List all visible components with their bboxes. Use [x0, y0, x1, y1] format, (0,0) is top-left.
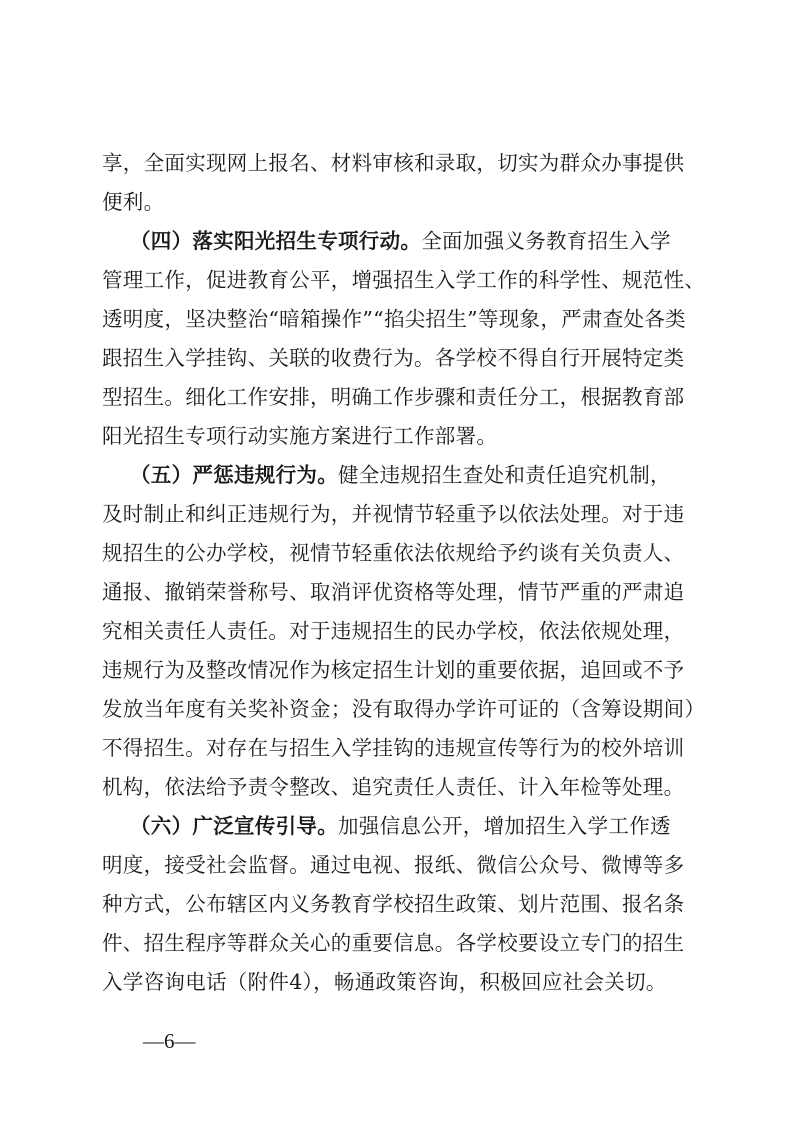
paragraph-line: 享，全面实现网上报名、材料审核和录取，切实为群众办事提供: [102, 151, 685, 175]
page-number: —6—: [143, 1029, 196, 1053]
section-heading: （五）严惩违规行为。: [130, 463, 338, 487]
paragraph-line: 入学咨询电话（附件4），畅通政策咨询，积极回应社会关切。: [102, 970, 667, 994]
paragraph-line: 发放当年度有关奖补资金；没有取得办学许可证的（含筹设期间）: [102, 697, 706, 721]
paragraph-line: 及时制止和纠正违规行为，并视情节轻重予以依法处理。对于违: [102, 502, 685, 526]
paragraph-line: 机构，依法给予责令整改、追究责任人责任、计入年检等处理。: [102, 775, 685, 799]
paragraph-line: 跟招生入学挂钩、关联的收费行为。各学校不得自行开展特定类: [102, 346, 685, 370]
document-body: [102, 144, 706, 1002]
paragraph-line-text: 全面加强义务教育招生入学: [421, 229, 671, 253]
paragraph-line: 种方式，公布辖区内义务教育学校招生政策、划片范围、报名条: [102, 892, 685, 916]
paragraph-line: 透明度，坚决整治“暗箱操作”“掐尖招生”等现象，严肃查处各类: [102, 307, 686, 331]
paragraph-line-text: 健全违规招生查处和责任追究机制，: [338, 463, 671, 487]
paragraph-line: 管理工作，促进教育公平，增强招生入学工作的科学性、规范性、: [102, 268, 706, 292]
paragraph-section-4: [102, 222, 706, 456]
section-heading: （六）广泛宣传引导。: [130, 814, 338, 838]
paragraph-first-line: [102, 807, 702, 846]
paragraph-section-5: [102, 456, 706, 807]
paragraph-continuation: [102, 144, 702, 222]
paragraph-first-line: [102, 456, 702, 495]
paragraph-line: 阳光招生专项行动实施方案进行工作部署。: [102, 424, 498, 448]
paragraph-line: 便利。: [102, 190, 165, 214]
paragraph-line: 不得招生。对存在与招生入学挂钩的违规宣传等行为的校外培训: [102, 736, 685, 760]
section-heading: （四）落实阳光招生专项行动。: [130, 229, 422, 253]
paragraph-line: 通报、撤销荣誉称号、取消评优资格等处理，情节严重的严肃追: [102, 580, 685, 604]
paragraph-line: 规招生的公办学校，视情节轻重依法依规给予约谈有关负责人、: [102, 541, 685, 565]
paragraph-line-text: 加强信息公开，增加招生入学工作透: [338, 814, 671, 838]
paragraph-line: 究相关责任人责任。对于违规招生的民办学校，依法依规处理，: [102, 619, 685, 643]
paragraph-line: 件、招生程序等群众关心的重要信息。各学校要设立专门的招生: [102, 931, 685, 955]
paragraph-line: 明度，接受社会监督。通过电视、报纸、微信公众号、微博等多: [102, 853, 685, 877]
paragraph-line: 违规行为及整改情况作为核定招生计划的重要依据，追回或不予: [102, 658, 685, 682]
paragraph-section-6: [102, 807, 702, 1002]
paragraph-first-line: [102, 222, 702, 261]
paragraph-line: 型招生。细化工作安排，明确工作步骤和责任分工，根据教育部: [102, 385, 685, 409]
